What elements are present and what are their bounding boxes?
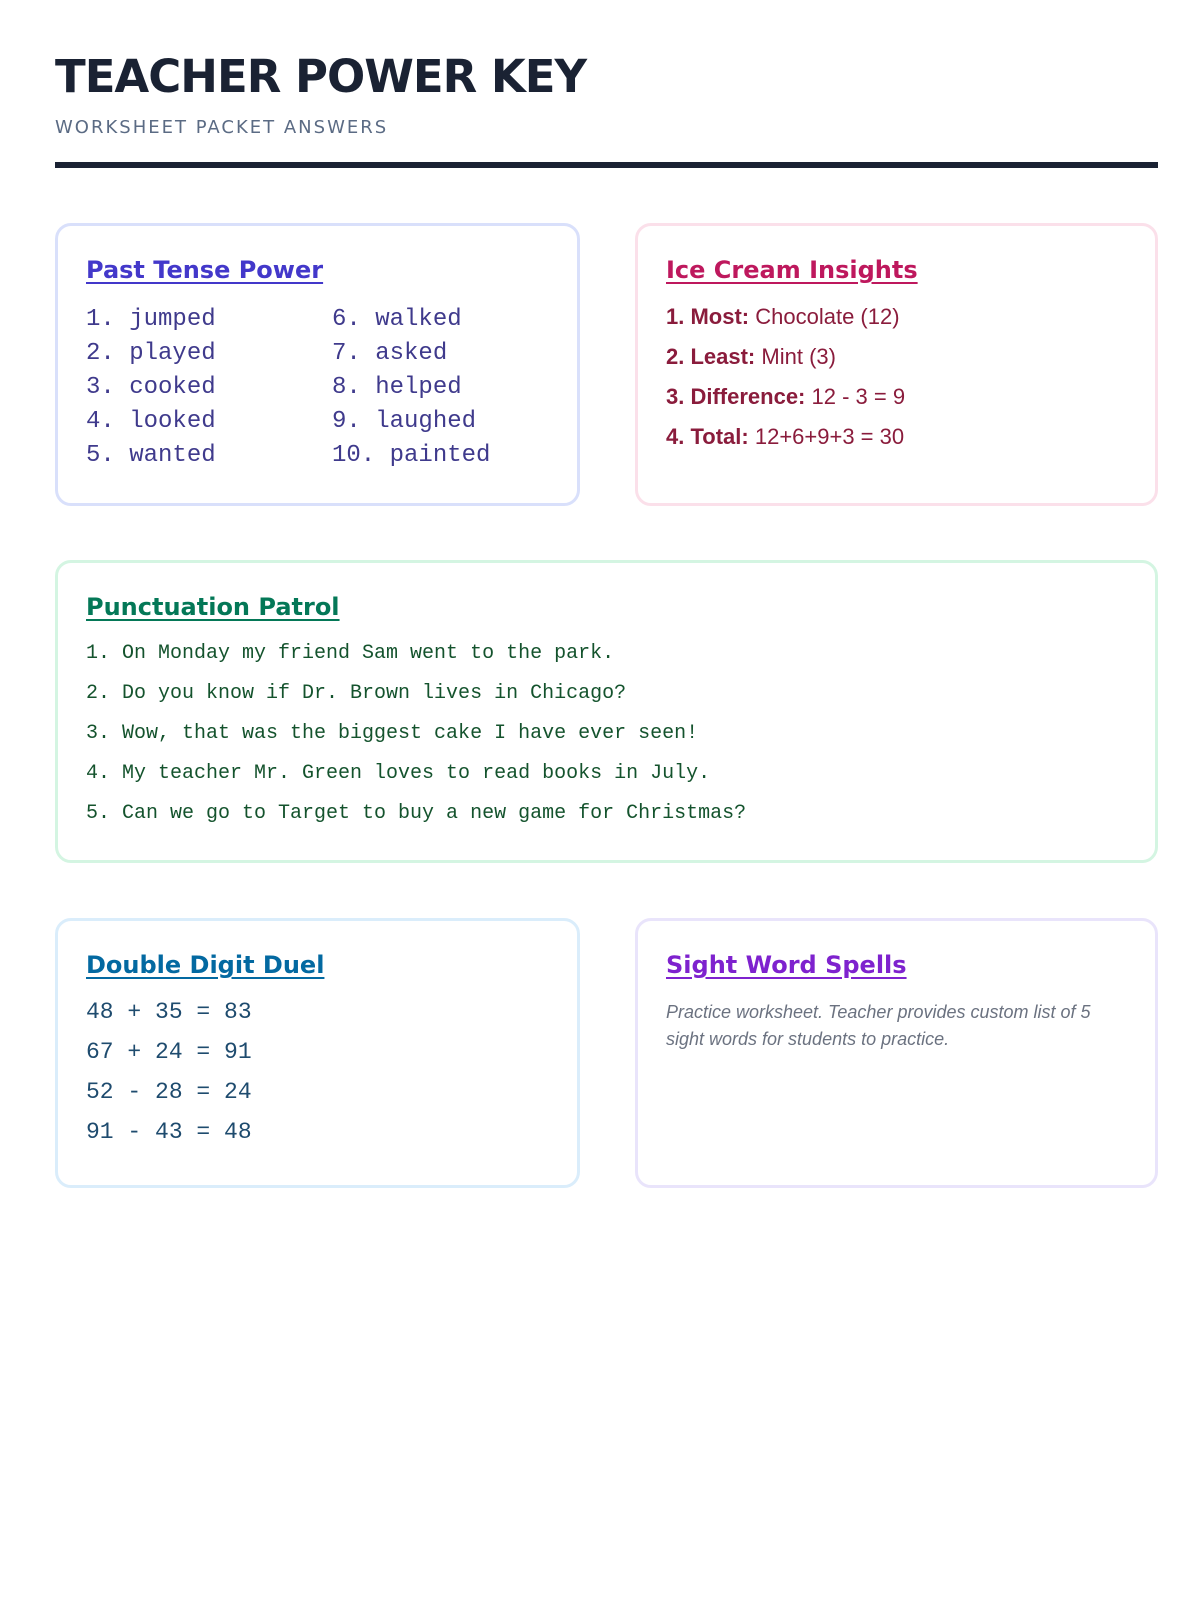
sentence-item: 2. Do you know if Dr. Brown lives in Chicago? xyxy=(86,682,627,705)
ice-cream-card xyxy=(635,223,1158,506)
past-tense-card xyxy=(55,223,580,506)
answer-item: 5. wanted xyxy=(86,442,216,469)
row-label: 3. Difference: xyxy=(666,384,806,409)
ice-cream-row xyxy=(666,384,1127,410)
row-value: Chocolate (12) xyxy=(755,304,900,329)
answer-item: 6. walked xyxy=(332,306,462,333)
row-value: 12 - 3 = 9 xyxy=(811,384,906,409)
sight-words-card xyxy=(635,918,1158,1188)
sentence-item: 1. On Monday my friend Sam went to the park. xyxy=(86,642,615,665)
page-subtitle: WORKSHEET PACKET ANSWERS xyxy=(55,117,389,138)
answer-item: 9. laughed xyxy=(332,408,477,435)
sentence-item: 3. Wow, that was the biggest cake I have ever seen! xyxy=(86,722,699,745)
ice-cream-row xyxy=(666,424,1127,450)
sentence-item: 4. My teacher Mr. Green loves to read books in July. xyxy=(86,762,711,785)
row-label: 2. Least: xyxy=(666,344,756,369)
answer-item: 3. cooked xyxy=(86,374,216,401)
answer-item: 8. helped xyxy=(332,374,462,401)
sight-words-title: Sight Word Spells xyxy=(666,951,907,979)
equation-item: 91 - 43 = 48 xyxy=(86,1119,252,1145)
row-label: 4. Total: xyxy=(666,424,749,449)
ice-cream-row xyxy=(666,344,1127,370)
answer-item: 4. looked xyxy=(86,408,216,435)
ice-cream-row xyxy=(666,304,1127,330)
equation-item: 48 + 35 = 83 xyxy=(86,999,252,1025)
equation-item: 52 - 28 = 24 xyxy=(86,1079,252,1105)
answer-item: 1. jumped xyxy=(86,306,216,333)
header-divider xyxy=(55,162,1158,168)
answer-item: 2. played xyxy=(86,340,216,367)
sentence-item: 5. Can we go to Target to buy a new game for Christmas? xyxy=(86,802,747,825)
ice-cream-title: Ice Cream Insights xyxy=(666,256,918,284)
double-digit-card xyxy=(55,918,580,1188)
punctuation-title: Punctuation Patrol xyxy=(86,593,340,621)
row-value: 12+6+9+3 = 30 xyxy=(754,424,905,449)
answer-item: 10. painted xyxy=(332,442,491,469)
answer-item: 7. asked xyxy=(332,340,448,367)
row-label: 1. Most: xyxy=(666,304,750,329)
equation-item: 67 + 24 = 91 xyxy=(86,1039,252,1065)
page-title: TEACHER POWER KEY xyxy=(55,50,587,103)
past-tense-title: Past Tense Power xyxy=(86,256,324,284)
punctuation-card xyxy=(55,560,1158,863)
sight-words-note: Practice worksheet. Teacher provides custom list of 5 sight words for students to practice. xyxy=(666,1002,1091,1049)
row-value: Mint (3) xyxy=(761,344,836,369)
double-digit-title: Double Digit Duel xyxy=(86,951,325,979)
past-tense-answers xyxy=(86,304,549,472)
